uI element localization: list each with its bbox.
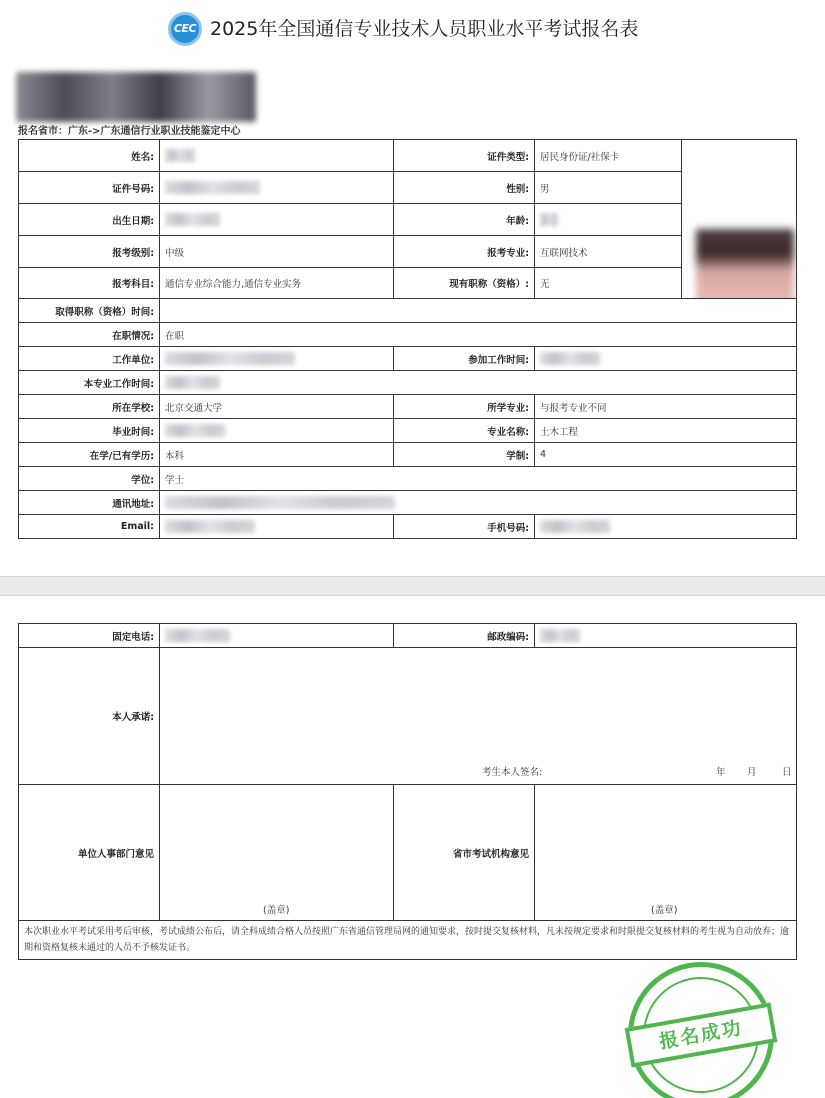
major-name-label: 专业名称: <box>394 419 535 443</box>
candidate-signature-label: 考生本人签名: <box>482 767 543 778</box>
education-label: 在学/已有学历: <box>19 443 160 467</box>
applicant-photo <box>682 140 797 299</box>
month-label: 月 <box>747 767 757 778</box>
school-major-label: 所学专业: <box>394 395 535 419</box>
employment-label: 在职情况: <box>19 323 160 347</box>
phone-label: 固定电话: <box>19 624 160 648</box>
age-label: 年龄: <box>394 204 535 236</box>
subjects-value: 通信专业综合能力,通信专业实务 <box>160 268 394 299</box>
employer-seal-label: (盖章) <box>263 905 290 916</box>
stamp-text: 报名成功 <box>625 1002 778 1067</box>
current-title-value: 无 <box>535 268 682 299</box>
exam-org-seal-label: (盖章) <box>651 905 678 916</box>
level-value: 中级 <box>160 236 394 268</box>
id-number-value <box>160 172 394 204</box>
pledge-label: 本人承诺: <box>19 648 160 785</box>
address-value <box>160 491 797 515</box>
gender-value: 男 <box>535 172 682 204</box>
exam-org-opinion-area <box>535 785 797 921</box>
major-work-time-label: 本专业工作时间: <box>19 371 160 395</box>
review-notice: 本次职业水平考试采用考后审核，考试成绩公布后，请全科成绩合格人员按照广东省通信管理局网的通知要求，按时提交复核材料，凡未按规定要求和时限提交复核材料的考生视为自动放弃；逾期和资格复核未通过的人员不予核发证书。 <box>19 921 797 960</box>
degree-value: 学士 <box>160 467 797 491</box>
pledge-opinion-table <box>18 623 797 960</box>
page-title: 2025年全国通信专业技术人员职业水平考试报名表 <box>210 18 639 40</box>
title-time-label: 取得职称（资格）时间: <box>19 299 160 323</box>
employment-value: 在职 <box>160 323 797 347</box>
registration-form-table <box>18 139 797 539</box>
phone-value <box>160 624 394 648</box>
graduation-label: 毕业时间: <box>19 419 160 443</box>
pledge-area <box>160 648 797 785</box>
work-start-value <box>535 347 797 371</box>
school-label: 所在学校: <box>19 395 160 419</box>
title-time-value <box>160 299 797 323</box>
education-value: 本科 <box>160 443 394 467</box>
id-type-value: 居民身份证/社保卡 <box>535 140 682 172</box>
work-start-label: 参加工作时间: <box>394 347 535 371</box>
major-value: 互联网技术 <box>535 236 682 268</box>
exam-org-opinion-label: 省市考试机构意见 <box>394 785 535 921</box>
graduation-value <box>160 419 394 443</box>
employer-opinion-label: 单位人事部门意见 <box>19 785 160 921</box>
email-label: Email: <box>19 515 160 539</box>
name-value <box>160 140 394 172</box>
page-header <box>0 0 825 60</box>
degree-label: 学位: <box>19 467 160 491</box>
photo-image <box>696 229 794 299</box>
id-type-label: 证件类型: <box>394 140 535 172</box>
subjects-label: 报考科目: <box>19 268 160 299</box>
email-value <box>160 515 394 539</box>
redacted-block <box>16 72 256 122</box>
postal-label: 邮政编码: <box>394 624 535 648</box>
id-number-label: 证件号码: <box>19 172 160 204</box>
day-label: 日 <box>782 767 792 778</box>
major-label: 报考专业: <box>394 236 535 268</box>
name-label: 姓名: <box>19 140 160 172</box>
school-value: 北京交通大学 <box>160 395 394 419</box>
gender-label: 性别: <box>394 172 535 204</box>
major-name-value: 土木工程 <box>535 419 797 443</box>
page-separator <box>0 576 825 596</box>
postal-value <box>535 624 797 648</box>
cec-logo-icon: CEC <box>168 12 202 46</box>
employer-value <box>160 347 394 371</box>
birth-label: 出生日期: <box>19 204 160 236</box>
major-work-time-value <box>160 371 797 395</box>
current-title-label: 现有职称（资格）: <box>394 268 535 299</box>
address-label: 通讯地址: <box>19 491 160 515</box>
level-label: 报考级别: <box>19 236 160 268</box>
duration-value: 4 <box>535 443 797 467</box>
mobile-value <box>535 515 797 539</box>
registration-success-stamp <box>628 962 774 1098</box>
mobile-label: 手机号码: <box>394 515 535 539</box>
year-label: 年 <box>716 767 726 778</box>
employer-label: 工作单位: <box>19 347 160 371</box>
age-value <box>535 204 682 236</box>
duration-label: 学制: <box>394 443 535 467</box>
employer-opinion-area <box>160 785 394 921</box>
birth-value <box>160 204 394 236</box>
school-major-value: 与报考专业不同 <box>535 395 797 419</box>
province-line: 报名省市：广东->广东通信行业职业技能鉴定中心 <box>18 126 241 137</box>
